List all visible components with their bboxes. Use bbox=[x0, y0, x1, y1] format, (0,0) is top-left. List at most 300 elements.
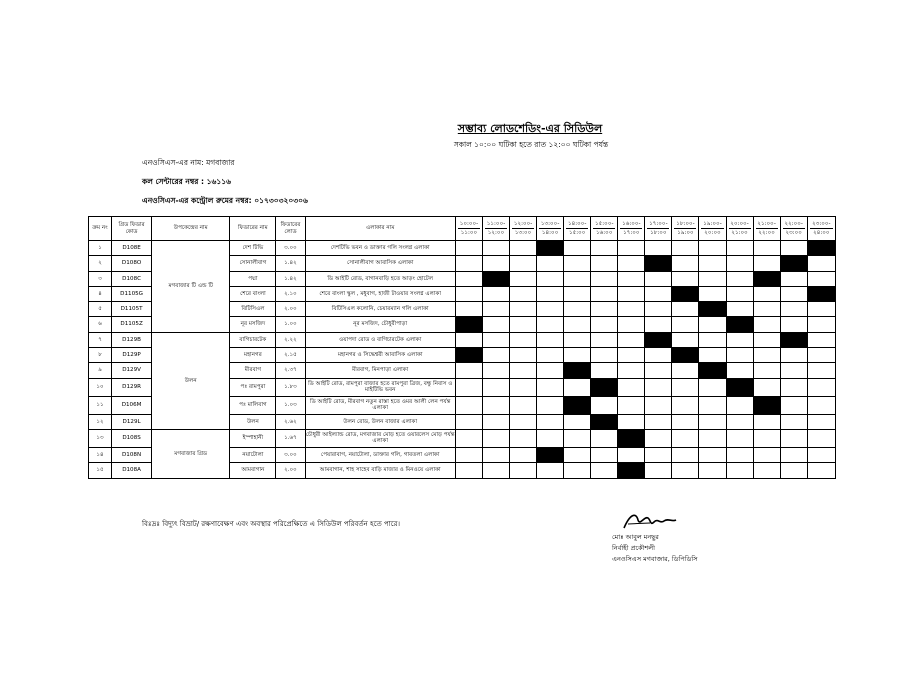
slot-cell bbox=[699, 256, 726, 271]
slot-cell bbox=[591, 348, 618, 363]
slot-cell bbox=[564, 241, 591, 256]
col-feeder-load: ফিডারের লোড bbox=[276, 217, 305, 241]
slot-cell bbox=[510, 363, 537, 378]
slot-cell bbox=[564, 463, 591, 478]
slot-cell bbox=[699, 317, 726, 332]
slot-cell bbox=[807, 447, 835, 462]
slot-cell bbox=[726, 363, 753, 378]
slot-cell-shedding bbox=[699, 302, 726, 317]
cell-feeder-code: D129P bbox=[112, 348, 152, 363]
slot-cell bbox=[618, 414, 645, 429]
slot-cell-shedding bbox=[807, 241, 835, 256]
slot-start: ২৩:০০- bbox=[812, 220, 831, 227]
slot-cell bbox=[591, 463, 618, 478]
cell-feeder-name: ইস্পাহানী bbox=[230, 429, 276, 447]
schedule-subtitle: সকাল ১০:০০ ঘটিকা হতে রাত ১২:০০ ঘটিকা পর্যন্ত bbox=[453, 140, 609, 149]
cell-feeder-code: D108A bbox=[112, 463, 152, 478]
slot-cell bbox=[753, 332, 780, 347]
slot-cell bbox=[618, 317, 645, 332]
cell-substation: উলন bbox=[152, 332, 230, 429]
slot-cell bbox=[455, 302, 482, 317]
slot-cell bbox=[482, 396, 509, 414]
slot-cell bbox=[618, 256, 645, 271]
slot-cell bbox=[591, 332, 618, 347]
slot-divider bbox=[756, 228, 778, 229]
slot-cell bbox=[645, 348, 672, 363]
slot-cell bbox=[455, 463, 482, 478]
slot-cell bbox=[780, 271, 807, 286]
cell-area: ডি আইটি রোড, বাগানবাড়ি হতে আড়ং হোটেল bbox=[305, 271, 455, 286]
slot-cell-shedding bbox=[672, 348, 699, 363]
cell-serial: ৭ bbox=[89, 332, 112, 347]
slot-cell bbox=[537, 378, 564, 396]
slot-cell bbox=[510, 286, 537, 301]
slot-cell bbox=[780, 363, 807, 378]
slot-cell bbox=[510, 317, 537, 332]
slot-cell bbox=[645, 286, 672, 301]
slot-cell bbox=[807, 429, 835, 447]
slot-cell bbox=[807, 317, 835, 332]
slot-start: ১৬:০০- bbox=[622, 220, 641, 227]
slot-cell bbox=[699, 332, 726, 347]
cell-feeder-code: D129L bbox=[112, 414, 152, 429]
slot-cell bbox=[618, 302, 645, 317]
slot-cell bbox=[645, 447, 672, 462]
slot-cell bbox=[672, 302, 699, 317]
slot-start: ১৩:০০- bbox=[540, 220, 560, 227]
cell-serial: ১১ bbox=[89, 396, 112, 414]
slot-start: ১২:০০- bbox=[513, 220, 533, 227]
cell-serial: ৩ bbox=[89, 271, 112, 286]
slot-cell bbox=[537, 332, 564, 347]
slot-cell bbox=[482, 348, 509, 363]
signer-title: নির্বাহী প্রকৌশলী bbox=[612, 544, 656, 553]
slot-cell bbox=[726, 332, 753, 347]
cell-feeder-code: D106M bbox=[112, 396, 152, 414]
slot-cell bbox=[753, 378, 780, 396]
slot-cell bbox=[537, 271, 564, 286]
slot-cell bbox=[564, 271, 591, 286]
handwritten-signature bbox=[620, 510, 680, 532]
slot-cell bbox=[753, 256, 780, 271]
slot-cell bbox=[672, 378, 699, 396]
slot-cell bbox=[564, 302, 591, 317]
cell-feeder-name: আমবাগান bbox=[230, 463, 276, 478]
slot-start: ১১:০০- bbox=[486, 220, 506, 227]
slot-cell bbox=[753, 286, 780, 301]
slot-start: ১৮:০০- bbox=[676, 220, 695, 227]
cell-feeder-code: D1105T bbox=[112, 302, 152, 317]
slot-cell bbox=[537, 463, 564, 478]
cell-substation: মগবাজার টি এন্ড টি bbox=[152, 241, 230, 333]
cell-feeder-load: ৩.০০ bbox=[276, 447, 305, 462]
cell-feeder-load: ২.০০ bbox=[276, 302, 305, 317]
slot-start: ১০:০০- bbox=[459, 220, 479, 227]
slot-cell bbox=[699, 396, 726, 414]
col-time-slot bbox=[726, 217, 753, 241]
slot-cell bbox=[510, 332, 537, 347]
cell-feeder-load: ১.০০ bbox=[276, 317, 305, 332]
slot-cell bbox=[780, 241, 807, 256]
cell-feeder-code: D1105Z bbox=[112, 317, 152, 332]
slot-cell bbox=[564, 348, 591, 363]
slot-cell-shedding bbox=[564, 363, 591, 378]
cell-serial: ১২ bbox=[89, 414, 112, 429]
slot-cell bbox=[645, 414, 672, 429]
cell-feeder-name: মহানগর bbox=[230, 348, 276, 363]
slot-cell bbox=[455, 332, 482, 347]
slot-cell bbox=[807, 348, 835, 363]
slot-cell bbox=[753, 317, 780, 332]
cell-area: উলন রোড, উলন বাজার এলাকা bbox=[305, 414, 455, 429]
cell-feeder-name: দেশ টিভি bbox=[230, 241, 276, 256]
slot-cell-shedding bbox=[699, 363, 726, 378]
cell-feeder-code: D1105G bbox=[112, 286, 152, 301]
cell-serial: ২ bbox=[89, 256, 112, 271]
slot-end: ২৩:০০ bbox=[785, 230, 802, 236]
cell-feeder-load: ১.০৩ bbox=[276, 396, 305, 414]
slot-cell-shedding bbox=[780, 256, 807, 271]
slot-cell-shedding bbox=[780, 332, 807, 347]
col-time-slot bbox=[482, 217, 509, 241]
cell-feeder-load: ১.৬৭ bbox=[276, 429, 305, 447]
slot-divider bbox=[647, 228, 669, 229]
cell-feeder-name: উলন bbox=[230, 414, 276, 429]
slot-divider bbox=[458, 228, 480, 229]
slot-end: ২২:০০ bbox=[758, 230, 775, 236]
slot-cell bbox=[618, 447, 645, 462]
table-row bbox=[89, 241, 836, 256]
slot-cell bbox=[618, 363, 645, 378]
slot-cell bbox=[807, 302, 835, 317]
slot-cell bbox=[537, 317, 564, 332]
slot-cell bbox=[807, 256, 835, 271]
slot-cell bbox=[645, 429, 672, 447]
slot-cell bbox=[699, 241, 726, 256]
col-time-slot bbox=[618, 217, 645, 241]
slot-divider bbox=[729, 228, 751, 229]
slot-cell bbox=[482, 332, 509, 347]
cell-feeder-name: সোনালীবাগ bbox=[230, 256, 276, 271]
slot-cell bbox=[564, 286, 591, 301]
cell-serial: ১০ bbox=[89, 378, 112, 396]
nocs-name: এনওসিএস-এর নাম: মগবাজার bbox=[142, 158, 235, 167]
slot-cell-shedding bbox=[726, 317, 753, 332]
slot-end: ১৬:০০ bbox=[596, 230, 613, 236]
signer-office: এনওসিএস মগবাজার, ডিপিডিসি bbox=[612, 555, 698, 564]
slot-divider bbox=[485, 228, 507, 229]
slot-cell bbox=[482, 463, 509, 478]
col-time-slot bbox=[455, 217, 482, 241]
slot-cell bbox=[807, 396, 835, 414]
slot-cell bbox=[510, 302, 537, 317]
cell-feeder-code: D108S bbox=[112, 429, 152, 447]
slot-end: ১৭:০০ bbox=[623, 230, 640, 236]
slot-divider bbox=[783, 228, 805, 229]
slot-cell bbox=[591, 241, 618, 256]
slot-cell bbox=[780, 463, 807, 478]
cell-serial: ১ bbox=[89, 241, 112, 256]
slot-cell bbox=[564, 317, 591, 332]
slot-cell-shedding bbox=[753, 271, 780, 286]
slot-end: ২১:০০ bbox=[731, 230, 748, 236]
cell-area: মীরবাগ, মিনপাড়া এলাকা bbox=[305, 363, 455, 378]
cell-feeder-code: D129B bbox=[112, 332, 152, 347]
slot-cell bbox=[807, 414, 835, 429]
slot-cell bbox=[726, 348, 753, 363]
slot-cell bbox=[753, 302, 780, 317]
cell-feeder-load: ১.৪২ bbox=[276, 256, 305, 271]
cell-feeder-code: D108O bbox=[112, 256, 152, 271]
cell-serial: ৪ bbox=[89, 286, 112, 301]
slot-cell-shedding bbox=[645, 332, 672, 347]
slot-cell bbox=[618, 271, 645, 286]
slot-cell bbox=[510, 463, 537, 478]
slot-cell bbox=[753, 414, 780, 429]
cell-feeder-code: D129V bbox=[112, 363, 152, 378]
cell-feeder-code: D108N bbox=[112, 447, 152, 462]
slot-cell bbox=[591, 302, 618, 317]
slot-cell bbox=[482, 317, 509, 332]
slot-cell bbox=[564, 414, 591, 429]
slot-cell bbox=[645, 271, 672, 286]
slot-start: ১৫:০০- bbox=[595, 220, 614, 227]
slot-cell bbox=[672, 463, 699, 478]
slot-cell bbox=[482, 429, 509, 447]
slot-cell bbox=[672, 241, 699, 256]
slot-cell bbox=[645, 302, 672, 317]
slot-cell bbox=[645, 363, 672, 378]
slot-cell bbox=[618, 241, 645, 256]
schedule-title: সম্ভাব্য লোডশেডিং-এর সিডিউল bbox=[457, 122, 603, 135]
cell-area: ডি আইটি রোড, মীরবাগ নতুন রাস্তা হতে ওমর আলী লেন পর্যন্ত এলাকা bbox=[305, 396, 455, 414]
slot-cell bbox=[726, 414, 753, 429]
slot-cell-shedding bbox=[618, 463, 645, 478]
cell-feeder-load: ২.৬২ bbox=[276, 414, 305, 429]
slot-cell bbox=[699, 286, 726, 301]
cell-feeder-name: শেরে বাংলা bbox=[230, 286, 276, 301]
slot-end: ১৫:০০ bbox=[568, 230, 586, 236]
slot-cell bbox=[726, 396, 753, 414]
slot-cell bbox=[510, 429, 537, 447]
cell-area: পেয়ারাবাগ, নয়াটোলা, ডাক্তার গলি, গাবতলা এলাকা bbox=[305, 447, 455, 462]
slot-cell-shedding bbox=[537, 241, 564, 256]
slot-cell bbox=[482, 302, 509, 317]
slot-cell bbox=[591, 447, 618, 462]
slot-cell bbox=[591, 271, 618, 286]
slot-cell bbox=[591, 256, 618, 271]
slot-cell bbox=[510, 447, 537, 462]
loadshedding-schedule-table bbox=[88, 216, 836, 479]
slot-end: ১৪:০০ bbox=[541, 230, 559, 236]
slot-cell bbox=[510, 256, 537, 271]
slot-cell bbox=[807, 463, 835, 478]
slot-cell bbox=[807, 363, 835, 378]
slot-cell-shedding bbox=[564, 396, 591, 414]
slot-cell bbox=[699, 463, 726, 478]
slot-cell bbox=[618, 332, 645, 347]
slot-cell-shedding bbox=[591, 378, 618, 396]
slot-cell bbox=[482, 447, 509, 462]
slot-cell bbox=[537, 302, 564, 317]
signer-name: মোঃ আবুল মনছুর bbox=[612, 533, 659, 541]
cell-area: দেশটিভি ভবন ও ডাক্তার গলি সংলগ্ন এলাকা bbox=[305, 241, 455, 256]
cell-serial: ৯ bbox=[89, 363, 112, 378]
cell-substation: মগবাজার গ্রিড bbox=[152, 429, 230, 478]
cell-area: চৌধুরী আইল্যান্ড রোড, মগবাজার মোড় হতে ওয়ারলেস মোড় পর্যন্ত এলাকা bbox=[305, 429, 455, 447]
slot-cell bbox=[537, 348, 564, 363]
slot-end: ১২:০০ bbox=[487, 230, 505, 236]
slot-cell bbox=[807, 271, 835, 286]
cell-serial: ৬ bbox=[89, 317, 112, 332]
cell-feeder-name: পঃ রামপুরা bbox=[230, 378, 276, 396]
cell-feeder-name: বাগিচারটেক bbox=[230, 332, 276, 347]
slot-cell bbox=[726, 256, 753, 271]
cell-feeder-load: ৩.০০ bbox=[276, 241, 305, 256]
slot-cell-shedding bbox=[482, 271, 509, 286]
table-header-row bbox=[89, 217, 836, 241]
slot-divider bbox=[512, 228, 534, 229]
slot-cell bbox=[672, 429, 699, 447]
slot-cell bbox=[726, 286, 753, 301]
cell-feeder-name: নয়াটোলা bbox=[230, 447, 276, 462]
slot-cell bbox=[699, 378, 726, 396]
slot-cell bbox=[645, 241, 672, 256]
cell-feeder-load: ২.৩৭ bbox=[276, 363, 305, 378]
col-time-slot bbox=[780, 217, 807, 241]
slot-cell bbox=[780, 302, 807, 317]
slot-start: ১৪:০০- bbox=[567, 220, 587, 227]
slot-cell bbox=[672, 414, 699, 429]
cell-area: ডি আইটি রোড, রামপুরা বাজার হতে রামপুরা ব্রিজ, বন্ধু নিবাস ও মাইটিভি ভবন bbox=[305, 378, 455, 396]
call-center-number: কল সেন্টারের নম্বর : ১৬১১৬ bbox=[142, 177, 231, 186]
slot-cell bbox=[753, 429, 780, 447]
slot-start: ১৯:০০- bbox=[703, 220, 722, 227]
slot-cell bbox=[753, 363, 780, 378]
slot-cell bbox=[780, 414, 807, 429]
slot-cell bbox=[591, 286, 618, 301]
slot-end: ১৩:০০ bbox=[514, 230, 532, 236]
slot-divider bbox=[674, 228, 696, 229]
slot-cell bbox=[537, 414, 564, 429]
slot-divider bbox=[620, 228, 642, 229]
slot-cell bbox=[672, 447, 699, 462]
col-substation: উপকেন্দ্রের নাম bbox=[152, 217, 230, 241]
slot-cell-shedding bbox=[726, 378, 753, 396]
slot-cell bbox=[510, 414, 537, 429]
slot-cell bbox=[564, 378, 591, 396]
slot-cell bbox=[645, 396, 672, 414]
cell-area: আমবাগান, শাহ সাহেব বাড়ি মাজার ও মিনওয়ে এলাকা bbox=[305, 463, 455, 478]
slot-cell bbox=[672, 256, 699, 271]
slot-cell bbox=[618, 396, 645, 414]
slot-cell-shedding bbox=[618, 429, 645, 447]
slot-cell bbox=[510, 241, 537, 256]
slot-end: ১১:০০ bbox=[460, 230, 478, 236]
slot-cell bbox=[510, 378, 537, 396]
cell-feeder-code: D108E bbox=[112, 241, 152, 256]
col-area: এলাকার নাম bbox=[305, 217, 455, 241]
slot-cell bbox=[455, 396, 482, 414]
slot-cell bbox=[672, 396, 699, 414]
cell-serial: ১৫ bbox=[89, 463, 112, 478]
slot-cell bbox=[780, 348, 807, 363]
slot-cell-shedding bbox=[591, 414, 618, 429]
cell-feeder-code: D129R bbox=[112, 378, 152, 396]
slot-cell bbox=[455, 286, 482, 301]
slot-cell bbox=[455, 447, 482, 462]
slot-cell bbox=[455, 378, 482, 396]
slot-cell bbox=[537, 256, 564, 271]
cell-serial: ৫ bbox=[89, 302, 112, 317]
cell-area: ওয়াপদা রোড ও বাগিচারটেক এলাকা bbox=[305, 332, 455, 347]
slot-divider bbox=[701, 228, 723, 229]
cell-feeder-load: ২.০০ bbox=[276, 463, 305, 478]
col-time-slot bbox=[591, 217, 618, 241]
slot-end: ২৪:০০ bbox=[813, 230, 830, 236]
slot-cell bbox=[564, 429, 591, 447]
slot-cell bbox=[618, 348, 645, 363]
slot-start: ২০:০০- bbox=[730, 220, 749, 227]
slot-divider bbox=[539, 228, 561, 229]
slot-cell bbox=[672, 363, 699, 378]
cell-feeder-load: ২.১৫ bbox=[276, 348, 305, 363]
slot-cell bbox=[780, 317, 807, 332]
slot-cell bbox=[564, 447, 591, 462]
cell-serial: ৮ bbox=[89, 348, 112, 363]
slot-cell bbox=[537, 286, 564, 301]
slot-cell bbox=[645, 378, 672, 396]
slot-cell bbox=[645, 317, 672, 332]
col-feeder-code: গ্রিড ফিডার কোড bbox=[112, 217, 152, 241]
cell-feeder-name: পঃ মালিবাগ bbox=[230, 396, 276, 414]
cell-area: মহানগর ও সিদ্ধেশ্বরী আবাসিক এলাকা bbox=[305, 348, 455, 363]
slot-cell bbox=[482, 378, 509, 396]
slot-cell bbox=[591, 363, 618, 378]
slot-cell bbox=[672, 317, 699, 332]
slot-cell bbox=[753, 447, 780, 462]
slot-cell bbox=[564, 332, 591, 347]
disclaimer-note: বিঃদ্রঃ বিদ্যুৎ বিভ্রাট/ রক্ষণাবেক্ষণ এবং অবস্থার পরিপ্রেক্ষিতে এ সিডিউল পরিবর্তন হতে পারে। bbox=[142, 520, 400, 528]
cell-feeder-load: ২.২২ bbox=[276, 332, 305, 347]
slot-divider bbox=[593, 228, 615, 229]
cell-area: সোনালীবাগ আবাসিক এলাকা bbox=[305, 256, 455, 271]
slot-divider bbox=[566, 228, 588, 229]
slot-cell bbox=[780, 447, 807, 462]
col-time-slot bbox=[564, 217, 591, 241]
slot-end: ২০:০০ bbox=[704, 230, 721, 236]
slot-start: ১৭:০০- bbox=[649, 220, 668, 227]
slot-cell bbox=[537, 429, 564, 447]
col-time-slot bbox=[699, 217, 726, 241]
signature-block bbox=[612, 510, 772, 565]
slot-start: ২২:০০- bbox=[784, 220, 803, 227]
slot-cell bbox=[510, 396, 537, 414]
table-row bbox=[89, 332, 836, 347]
cell-feeder-code: D108C bbox=[112, 271, 152, 286]
slot-cell bbox=[482, 256, 509, 271]
slot-cell bbox=[807, 332, 835, 347]
col-time-slot bbox=[672, 217, 699, 241]
slot-cell-shedding bbox=[807, 286, 835, 301]
slot-cell bbox=[537, 363, 564, 378]
slot-start: ২১:০০- bbox=[757, 220, 776, 227]
slot-cell bbox=[510, 271, 537, 286]
cell-feeder-name: পদ্মা bbox=[230, 271, 276, 286]
cell-serial: ১৪ bbox=[89, 447, 112, 462]
slot-end: ১৯:০০ bbox=[677, 230, 694, 236]
slot-cell bbox=[726, 302, 753, 317]
